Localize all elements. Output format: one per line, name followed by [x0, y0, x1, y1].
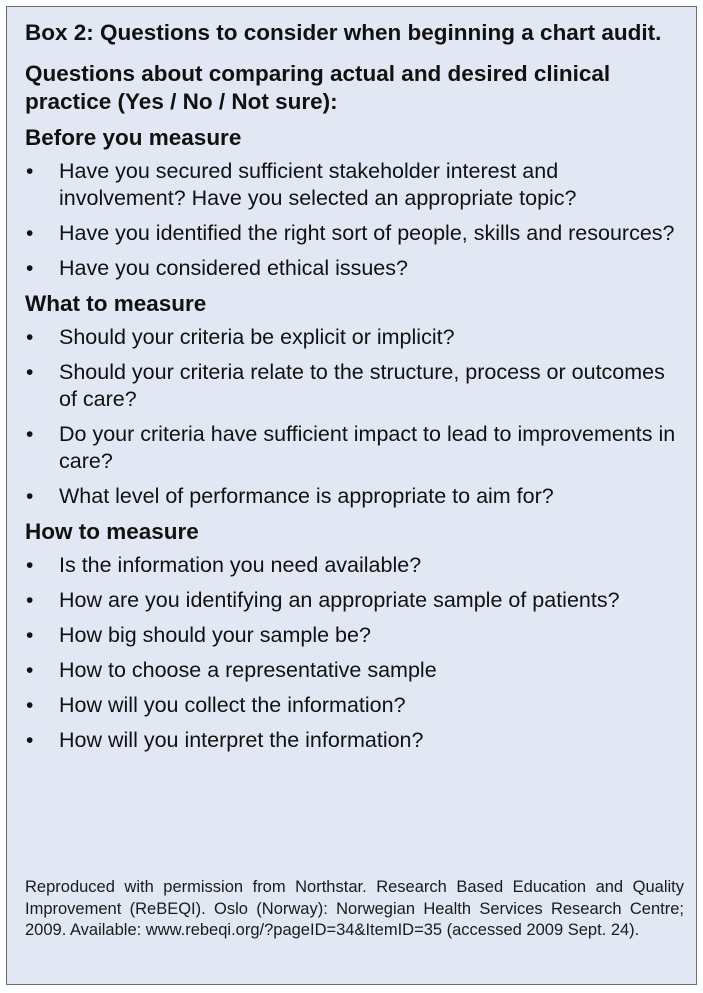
bullet-icon: •	[26, 624, 34, 647]
list-item	[25, 483, 682, 510]
bullet-icon: •	[26, 423, 34, 446]
bullet-list	[25, 324, 682, 510]
list-item	[25, 359, 682, 413]
section-heading: What to measure	[25, 291, 207, 316]
list-item	[25, 220, 682, 247]
list-item-text: Do your criteria have sufficient impact to lead to improvements in care?	[59, 422, 676, 473]
list-item-text: Have you considered ethical issues?	[59, 256, 408, 280]
section-heading: How to measure	[25, 519, 199, 544]
bullet-icon: •	[26, 160, 34, 183]
list-item-text: Should your criteria relate to the structure, process or outcomes of care?	[59, 360, 665, 411]
list-item	[25, 324, 682, 351]
list-item-text: How big should your sample be?	[59, 623, 371, 647]
bullet-list	[25, 158, 682, 282]
bullet-icon: •	[26, 554, 34, 577]
bullet-icon: •	[26, 589, 34, 612]
list-item	[25, 657, 682, 684]
info-box	[6, 6, 697, 985]
source-footnote: Reproduced with permission from Northstar. Research Based Education and Quality Improvement (ReBEQI). Oslo (Norway): Norwegian Health Services Research Centre; 2009. Available: www.rebeqi.org/?pageID=34&ItemID=35 (accessed 2009 Sept. 24).	[25, 878, 684, 939]
list-item-text: Have you identified the right sort of people, skills and resources?	[59, 221, 675, 245]
intro-question: Questions about comparing actual and desired clinical practice (Yes / No / Not sure):	[25, 61, 611, 114]
list-item	[25, 692, 682, 719]
list-item	[25, 622, 682, 649]
list-item	[25, 158, 682, 212]
bullet-list	[25, 552, 682, 754]
bullet-icon: •	[26, 222, 34, 245]
list-item-text: Is the information you need available?	[59, 553, 422, 577]
list-item-text: How will you collect the information?	[59, 693, 406, 717]
section-heading: Before you measure	[25, 125, 242, 150]
list-item	[25, 727, 682, 754]
bullet-icon: •	[26, 257, 34, 280]
section-what-to-measure	[25, 290, 682, 510]
list-item-text: Have you secured sufficient stakeholder interest and involvement? Have you selected an appropriate topic?	[59, 159, 577, 210]
list-item	[25, 587, 682, 614]
list-item	[25, 255, 682, 282]
list-item-text: How will you interpret the information?	[59, 728, 424, 752]
bullet-icon: •	[26, 361, 34, 384]
box-title: Box 2: Questions to consider when beginning a chart audit.	[25, 20, 662, 45]
box-content	[25, 19, 682, 762]
list-item-text: How to choose a representative sample	[59, 658, 437, 682]
bullet-icon: •	[26, 485, 34, 508]
list-item	[25, 421, 682, 475]
section-before-you-measure	[25, 124, 682, 282]
list-item	[25, 552, 682, 579]
bullet-icon: •	[26, 694, 34, 717]
bullet-icon: •	[26, 659, 34, 682]
list-item-text: How are you identifying an appropriate sample of patients?	[59, 588, 620, 612]
section-how-to-measure	[25, 518, 682, 754]
bullet-icon: •	[26, 729, 34, 752]
list-item-text: Should your criteria be explicit or implicit?	[59, 325, 455, 349]
list-item-text: What level of performance is appropriate to aim for?	[59, 484, 554, 508]
bullet-icon: •	[26, 326, 34, 349]
